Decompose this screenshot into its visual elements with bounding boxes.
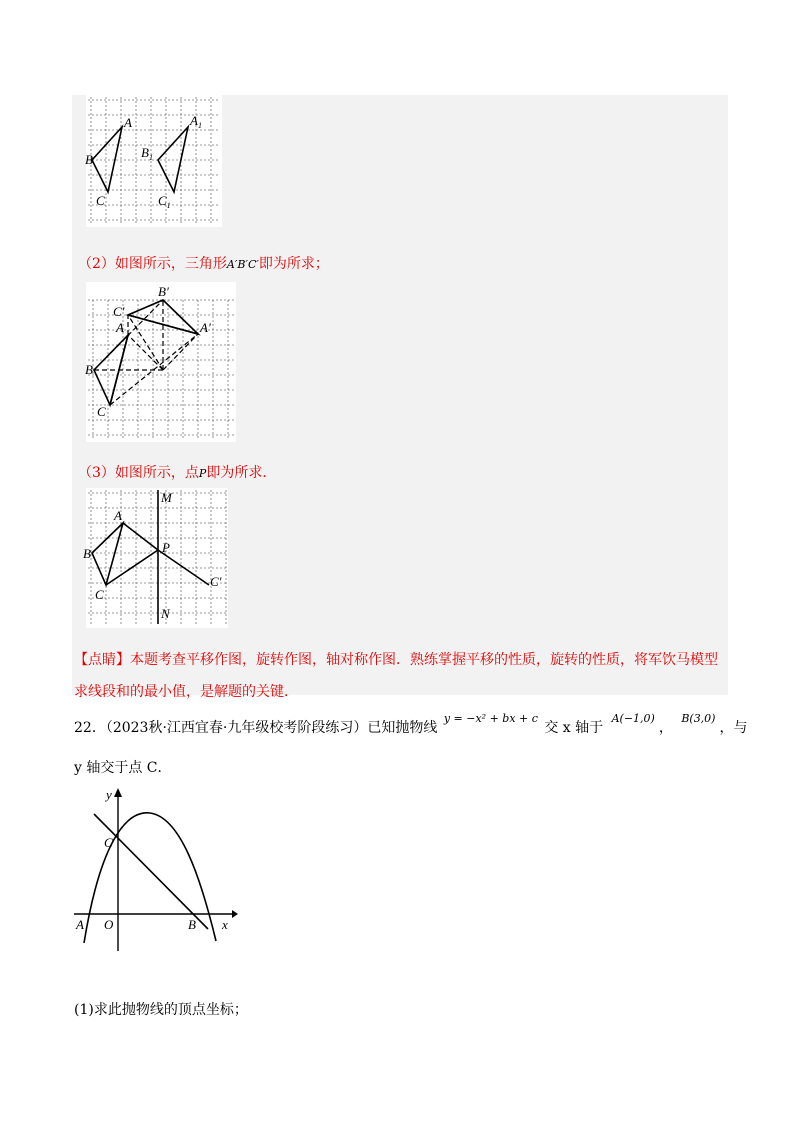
line-a-p	[123, 523, 158, 550]
label-b: B	[188, 917, 196, 932]
label-b-prime: B′	[158, 284, 169, 299]
label-n: N	[161, 606, 170, 621]
grid	[88, 97, 220, 225]
label-a: A	[116, 320, 124, 335]
x-axis-arrow	[232, 910, 238, 918]
part3-text: （3）如图所示，点P即为所求．	[78, 465, 277, 481]
label-b1: $B_1$	[141, 145, 153, 162]
question-22-line2: y 轴交于点 C．	[74, 760, 172, 776]
label-a: A	[114, 508, 122, 523]
label-b: B	[83, 546, 91, 561]
label-c-prime: C′	[113, 304, 125, 319]
label-o: O	[104, 917, 114, 932]
parabola-graph	[70, 785, 240, 955]
label-c: C	[96, 193, 105, 208]
grid	[88, 490, 226, 626]
triangle-abc	[92, 523, 123, 585]
label-y: y	[106, 787, 112, 802]
question-22-line1: 22．（2023秋·江西宜春·九年级校考阶段练习）已知抛物线 $^{y = -x^2 + bx + c}$ 交 x 轴于 $^{A(-1,0)}$， $^{B(3,0)}$，与	[74, 712, 748, 736]
label-c: C	[104, 835, 113, 850]
label-b: B	[85, 362, 93, 377]
question-number: 22．	[74, 720, 106, 736]
label-c: C	[95, 587, 104, 602]
point-b: B(3,0)	[681, 712, 716, 725]
label-c-prime: C′	[210, 574, 222, 589]
label-a: A	[76, 917, 84, 932]
label-a1: $A_1$	[190, 113, 202, 130]
triangle-abc	[92, 127, 122, 192]
label-a: A	[124, 115, 132, 130]
point-a: A(−1,0)	[611, 712, 655, 725]
symmetry-figure	[83, 488, 228, 628]
label-x: x	[222, 917, 228, 932]
label-p: P	[162, 540, 170, 555]
part2-text: （2）如图所示，三角形A′B′C′即为所求；	[78, 256, 329, 272]
label-c1: $C_1$	[158, 193, 171, 210]
label-a-prime: A′	[200, 320, 211, 335]
translation-figure	[86, 95, 222, 227]
key-point-text: 本题考查平移作图，旋转作图，轴对称作图．熟练掌握平移的性质，旋转的性质，将军饮马模型求线段和的最小值，是解题的关键．	[74, 652, 718, 700]
key-point-note	[74, 644, 724, 708]
question-source: （2023秋·江西宜春·九年级校考阶段练习）已知抛物线	[105, 720, 438, 736]
label-m: M	[161, 490, 172, 505]
sub-question-1: (1)求此抛物线的顶点坐标；	[74, 1002, 248, 1018]
line-bc	[94, 814, 208, 929]
rotation-figure	[86, 282, 236, 442]
label-c: C	[97, 404, 106, 419]
key-point-tag: 【点睛】	[74, 652, 130, 668]
construction-lines	[94, 300, 198, 405]
label-b: B	[85, 152, 93, 167]
parabola-formula: y = −x² + bx + c	[443, 712, 538, 725]
y-axis-arrow	[114, 788, 122, 797]
triangle-a1b1c1	[158, 127, 188, 192]
